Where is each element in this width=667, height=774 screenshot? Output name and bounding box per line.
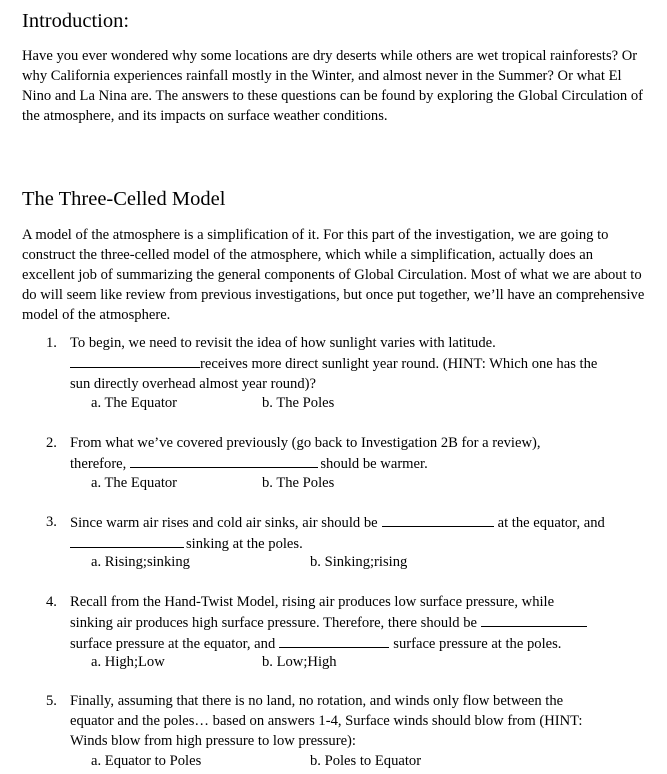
question-line-text: surface pressure at the poles. — [393, 636, 562, 652]
option-a[interactable]: a. The Equator — [91, 475, 178, 491]
option-b[interactable]: b. The Poles — [262, 475, 335, 491]
introduction-heading: Introduction: — [22, 10, 130, 32]
option-a[interactable]: a. The Equator — [91, 395, 178, 411]
question-line-text: Since warm air rises and cold air sinks, air should be — [70, 515, 378, 531]
answer-blank[interactable] — [382, 512, 494, 527]
question-line-text: receives more direct sunlight year round. (HINT: Which one has the — [200, 356, 598, 372]
option-b[interactable]: b. Low;High — [262, 654, 337, 670]
answer-blank[interactable] — [70, 353, 200, 368]
question-line-text: at the equator, and — [497, 515, 605, 531]
question-number: 3. — [46, 514, 57, 530]
question-line: sun directly overhead almost year round)? — [70, 376, 316, 392]
question-line-text: sinking air produces high surface pressure. Therefore, there should be — [70, 615, 478, 631]
question-line — [70, 453, 652, 474]
question-line-text: therefore, — [70, 456, 127, 472]
question-line-text: should be warmer. — [320, 456, 428, 472]
question-line: From what we’ve covered previously (go back to Investigation 2B for a review), — [70, 435, 541, 451]
question-line: equator and the poles… based on answers 1-4, Surface winds should blow from (HINT: — [70, 713, 583, 729]
question-line — [70, 512, 652, 533]
question-line — [70, 353, 652, 374]
three-celled-model-heading: The Three-Celled Model — [22, 188, 226, 210]
question-text — [70, 592, 652, 654]
question-line — [70, 633, 652, 654]
question-line: To begin, we need to revisit the idea of how sunlight varies with latitude. — [70, 335, 496, 351]
answer-blank[interactable] — [130, 453, 318, 468]
question-line: Recall from the Hand-Twist Model, rising air produces low surface pressure, while — [70, 594, 555, 610]
question-number: 5. — [46, 693, 57, 709]
answer-blank[interactable] — [481, 612, 587, 627]
question-line: Finally, assuming that there is no land, no rotation, and winds only flow between the — [70, 693, 564, 709]
question-number: 4. — [46, 594, 57, 610]
introduction-paragraph: Have you ever wondered why some locations are dry deserts while others are wet tropical rainforests? Or why California experiences rainfall mostly in the Winter, and almost never in the Summer? Or what El Nino and La Nina are. The answers to these questions can be found by exploring the Global Circulation of the atmosphere, and its impacts on surface weather conditions. — [22, 48, 644, 124]
question-text — [70, 691, 652, 751]
question-text — [70, 333, 652, 394]
option-a[interactable]: a. Rising;sinking — [91, 554, 190, 570]
option-b[interactable]: b. Poles to Equator — [310, 753, 422, 769]
answer-blank[interactable] — [279, 633, 389, 648]
option-a[interactable]: a. High;Low — [91, 654, 165, 670]
question-line — [70, 612, 652, 633]
option-b[interactable]: b. Sinking;rising — [310, 554, 408, 570]
question-text — [70, 433, 652, 474]
question-line: Winds blow from high pressure to low pressure): — [70, 733, 356, 749]
question-line — [70, 533, 652, 554]
three-celled-model-paragraph: A model of the atmosphere is a simplification of it. For this part of the investigation, we are going to construct the three-celled model of the atmosphere, which while a simplification, actually does an excellent job of summarizing the general components of Global Circulation. Most of what we are about to do will seem like review from previous investigations, but once put together, we’ll have an comprehensive model of the atmosphere. — [22, 227, 645, 323]
option-a[interactable]: a. Equator to Poles — [91, 753, 202, 769]
answer-blank[interactable] — [70, 533, 184, 548]
question-line-text: sinking at the poles. — [186, 536, 303, 552]
question-text — [70, 512, 652, 554]
question-number: 2. — [46, 435, 57, 451]
option-b[interactable]: b. The Poles — [262, 395, 335, 411]
question-line-text: surface pressure at the equator, and — [70, 636, 276, 652]
question-number: 1. — [46, 335, 57, 351]
